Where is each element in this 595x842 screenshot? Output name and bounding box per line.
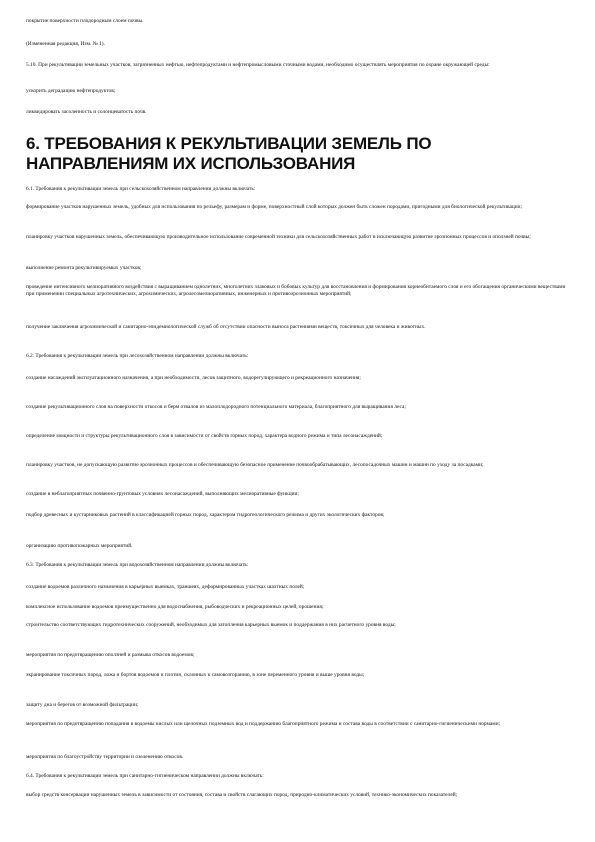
paragraph: создание насаждений эксплуатационного назначения, а при необходимости, лесов защитного, водорегулирующего и рекреационного назначения; xyxy=(26,375,361,381)
paragraph: определение мощности и структуры рекультивационного слоя в зависимости от свойств горных пород, характера водного режима и типа лесонасаждений; xyxy=(26,433,383,439)
paragraph: создание в неблагоприятных почвенно-грунтовых условиях лесонасаждений, выполняющих мелиоративные функции; xyxy=(26,491,299,497)
paragraph: планировку участков нарушенных земель, обеспечивающую производительное использование современной техники для сельскохозяйственных работ и исключающую развитие эрозионных процессов и оползней почвы; xyxy=(26,234,531,240)
paragraph: экранирование токсичных пород, ложа и бортов водоемов и плотин, склонных к самовозгоранию, в зоне переменного уровня и выше уровня воды; xyxy=(26,672,365,678)
paragraph: 6.4. Требования к рекультивации земель при санитарно-гигиеническом направлении должны включать: xyxy=(26,773,264,779)
paragraph: создание водоемов различного назначения в карьерных выемках, траншеях, деформированных участках шахтных полей; xyxy=(26,584,305,590)
paragraph: получение заключения агрохимической и санитарно-эпидемиологической служб об отсутствии опасности выноса растениями веществ, токсичных для человека и животных. xyxy=(26,324,426,330)
text-line: ликвидировать засоленность и солонцеватость почв. xyxy=(26,109,147,115)
paragraph: проведение интенсивного мелиоративного воздействия с выращиванием однолетних, многолетних злаковых и бобовых культур для восстановления и формирования корнеобитаемого слоя и его обогащения органическими веществами при применении специальных агротехнических, агрохимических, агролесомелиоративных, инженерных и противоэрозионных мероприятий; xyxy=(26,284,566,298)
paragraph: 6.2. Требования к рекультивации земель при лесохозяйственном направлении должны включать: xyxy=(26,353,249,359)
text-line: ускорить деградацию нефтепродуктов; xyxy=(26,88,116,94)
text-line: 5.10. При рекультивации земельных участков, загрязненных нефтью, нефтепродуктами и нефтепромысловыми сточными водами, необходимо осуществлять мероприятия по охране окружающей среды: xyxy=(26,62,490,68)
paragraph: планировку участков, не допускающую развитие эрозионных процессов и обеспечивающую безопасное применение почвообрабатывающих, лесопосадочных машин и машин по уходу за посадками; xyxy=(26,462,484,468)
paragraph: создание рекультивационного слоя на поверхности откосов и берм отвалов из малоплодородного потенциального материала, благоприятного для выращивания леса; xyxy=(26,404,406,410)
text-line: покрытие поверхности плодородным слоем почвы. xyxy=(26,18,144,24)
paragraph: комплексное использование водоемов преимущественно для водоснабжения, рыбоводческих и рекреационных целей, орошения; xyxy=(26,604,324,610)
paragraph: защиту дна и берегов от возможной фильтрации; xyxy=(26,702,139,708)
paragraph: мероприятия по благоустройству территории и озеленению откосов. xyxy=(26,754,184,760)
paragraph: строительство соответствующих гидротехнических сооружений, необходимых для затопления карьерных выемок и поддержания в них расчетного уровня воды; xyxy=(26,622,396,628)
section-heading: 6. ТРЕБОВАНИЯ К РЕКУЛЬТИВАЦИИ ЗЕМЕЛЬ ПО НАПРАВЛЕНИЯМ ИХ ИСПОЛЬЗОВАНИЯ xyxy=(26,134,432,173)
text-line: (Измененная редакция, Изм. № 1). xyxy=(26,41,105,47)
paragraph: мероприятия по предотвращению попадания в водоемы кислых или щелочных подземных вод и поддержанию благоприятного режима и состава воды в соответствии с санитарно-гигиеническими нормами; xyxy=(26,721,501,727)
paragraph: формирование участков нарушенных земель, удобных для использования по рельефу, размерам и форме, поверхностный слой которых должен быть сложен породами, пригодными для биологической рекультивации; xyxy=(26,204,523,210)
paragraph: выбор средств консервации нарушенных земель в зависимости от состояния, состава и свойств слагающих пород, природно-климатических условий, технико-экономических показателей; xyxy=(26,792,458,798)
paragraph: выполнение ремонта рекультивируемых участков; xyxy=(26,265,142,271)
paragraph: 6.3. Требования к рекультивации земель при водохозяйственном направлении должны включать: xyxy=(26,562,249,568)
paragraph: подбор древесных и кустарниковых растений в классификацией горных пород, характером гидрогеологического режима и других экологических факторов; xyxy=(26,512,385,518)
paragraph: организацию противопожарных мероприятий. xyxy=(26,543,133,549)
paragraph: мероприятия по предотвращению оползней и размыва откосов водоемов; xyxy=(26,652,195,658)
paragraph: 6.1. Требования к рекультивации земель при сельскохозяйственном направлении должны включать: xyxy=(26,186,256,192)
